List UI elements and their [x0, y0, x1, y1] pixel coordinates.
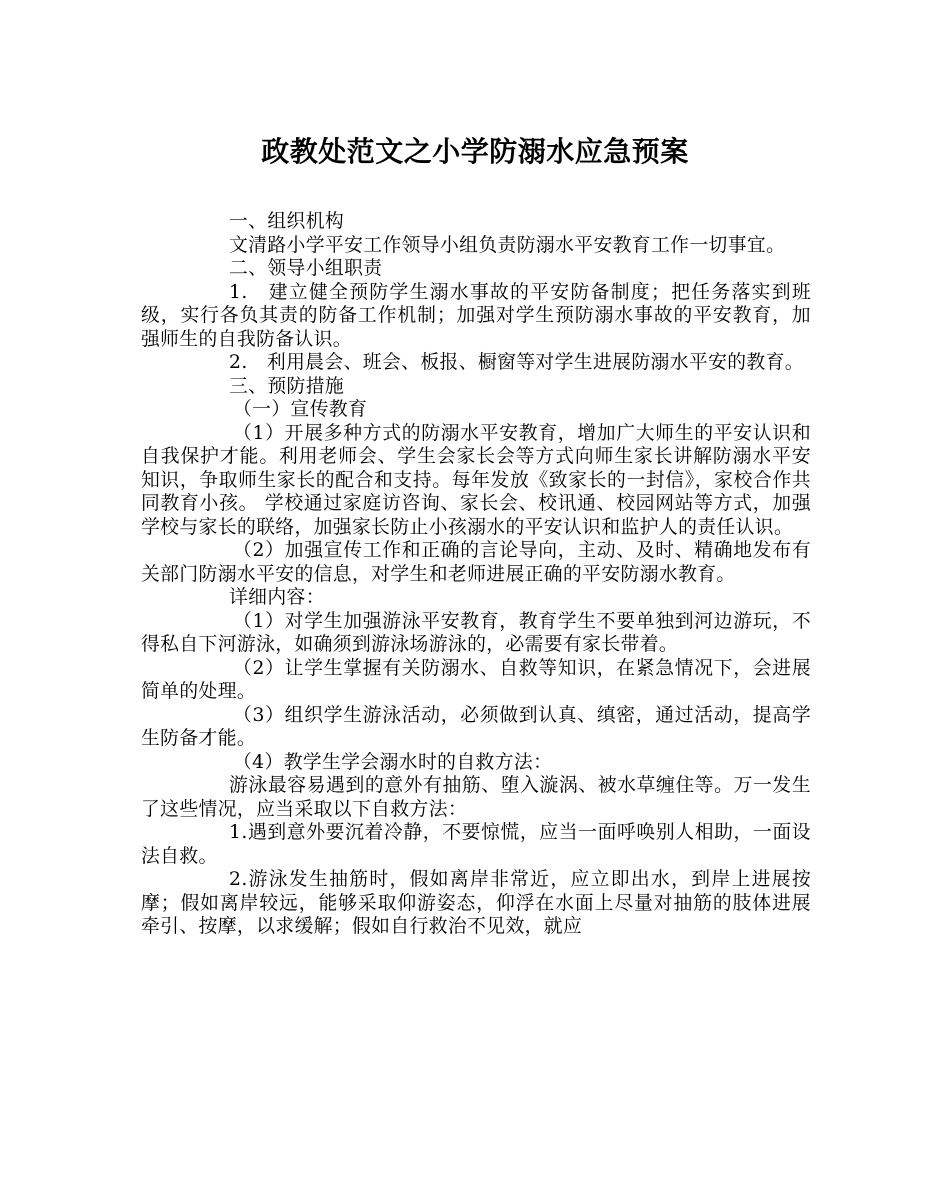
subsection-heading-details: 详细内容： — [229, 587, 325, 608]
paragraph: 游泳最容易遇到的意外有抽筋、堕入漩涡、被水草缠住等。万一发生了这些情况，应当采取以下自救方法： — [141, 775, 811, 820]
paragraph: （2）加强宣传工作和正确的言论导向，主动、及时、精确地发布有关部门防溺水平安的信息，对学生和老师进展正确的平安防溺水教育。 — [141, 540, 811, 585]
paragraph: （1）开展多种方式的防溺水平安教育，增加广大师生的平安认识和自我保护才能。利用老师会、学生会家长会等方式向师生家长讲解防溺水平安知识，争取师生家长的配合和支持。每年发放《致家长的一封信》，家校合作共同教育小孩。 学校通过家庭访咨询、家长会、校讯通、校园网站等方式，加强学校与家长的联络，加强家长防止小孩溺水的平安认识和监护人的责任认识。 — [141, 422, 811, 538]
section-heading-duties: 二、领导小组职责 — [229, 258, 383, 279]
list-item: 1. 建立健全预防学生溺水事故的平安防备制度；把任务落实到班级，实行各负其责的防备工作机制；加强对学生预防溺水事故的平安教育，加强师生的自我防备认识。 — [141, 281, 811, 350]
list-item: 2. 利用晨会、班会、板报、橱窗等对学生进展防溺水平安的教育。 — [229, 352, 804, 373]
section-heading-organization: 一、组织机构 — [229, 211, 345, 232]
list-item: （3）组织学生游泳活动，必须做到认真、缜密，通过活动，提高学生防备才能。 — [141, 704, 811, 749]
subsection-heading-publicity: （一）宣传教育 — [233, 399, 368, 420]
document-title: 政教处范文之小学防溺水应急预案 — [261, 135, 689, 168]
list-item: （2）让学生掌握有关防溺水、自救等知识，在紧急情况下，会进展简单的处理。 — [141, 657, 811, 702]
list-item: 2.游泳发生抽筋时，假如离岸非常近，应立即出水，到岸上进展按摩；假如离岸较远，能够采取仰游姿态，仰浮在水面上尽量对抽筋的肢体进展牵引、按摩，以求缓解；假如自行救治不见效，就应 — [141, 869, 811, 937]
list-item: （4）教学生学会溺水时的自救方法： — [233, 751, 553, 773]
document-body — [141, 210, 811, 939]
list-item: （1）对学生加强游泳平安教育，教育学生不要单独到河边游玩，不得私自下河游泳，如确须到游泳场游泳的，必需要有家长带着。 — [141, 610, 811, 655]
section-heading-measures: 三、预防措施 — [229, 375, 345, 397]
list-item: 1.遇到意外要沉着冷静，不要惊慌，应当一面呼唤别人相助，一面设法自救。 — [141, 822, 811, 867]
paragraph: 文清路小学平安工作领导小组负责防溺水平安教育工作一切事宜。 — [229, 234, 786, 256]
